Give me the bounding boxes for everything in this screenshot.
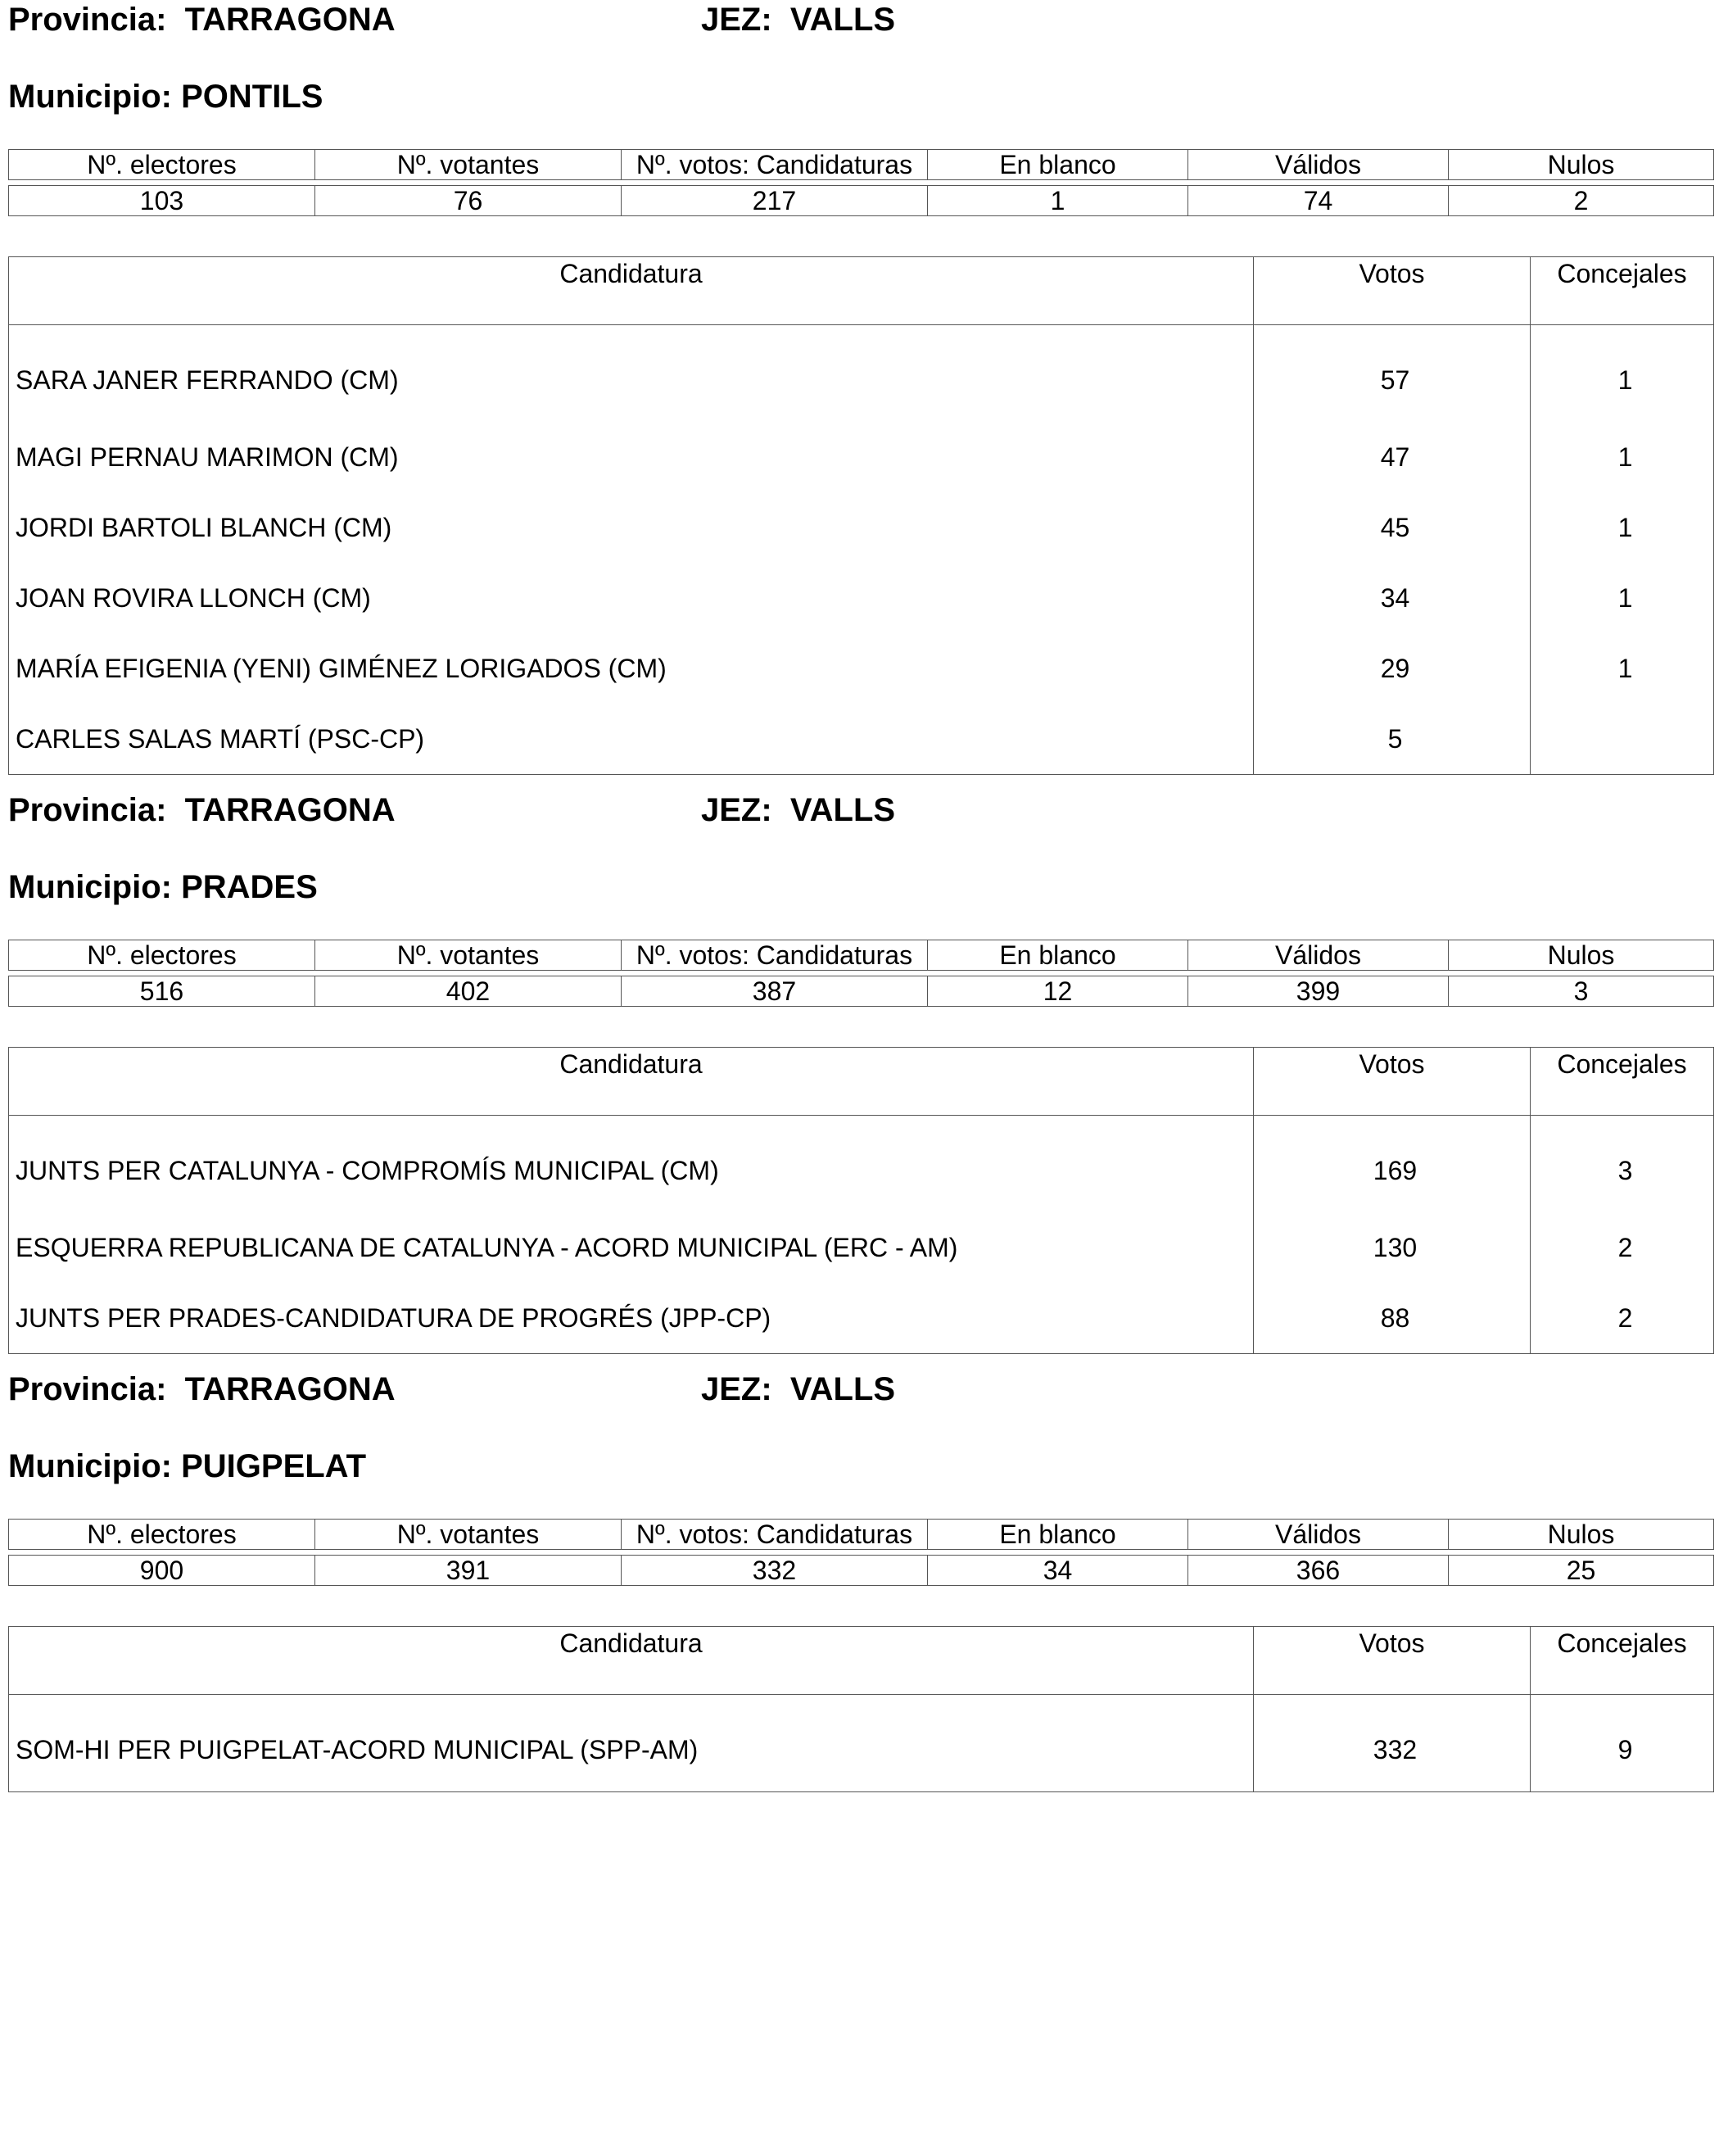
municipio-value: PONTILS: [181, 79, 323, 115]
candidates-table: [8, 1626, 1714, 1792]
summary-value-cell: 516: [9, 976, 315, 1007]
summary-header-cell: Válidos: [1188, 940, 1449, 971]
candidate-votes: 5: [1254, 704, 1531, 775]
summary-value-cell: 3: [1449, 976, 1714, 1007]
summary-value-cell: 402: [315, 976, 622, 1007]
candidate-name: JUNTS PER PRADES-CANDIDATURA DE PROGRÉS (JPP-CP): [9, 1283, 1254, 1354]
candidate-votes: 169: [1254, 1116, 1531, 1213]
summary-value-cell: 391: [315, 1556, 622, 1586]
summary-header-cell: Nulos: [1449, 1520, 1714, 1550]
municipality-section: [8, 1370, 1713, 2156]
table-row: [9, 704, 1714, 775]
table-row: [9, 1695, 1714, 1792]
summary-header-cell: Nulos: [1449, 940, 1714, 971]
candidate-concejales: 3: [1531, 1116, 1714, 1213]
candidates-table: [8, 256, 1714, 775]
summary-header-cell: En blanco: [928, 940, 1188, 971]
table-row: [9, 563, 1714, 633]
summary-header-cell: Nº. electores: [9, 150, 315, 180]
candidate-votes: 57: [1254, 325, 1531, 423]
municipio-heading: [8, 1447, 366, 1486]
summary-header-cell: Nulos: [1449, 150, 1714, 180]
provincia-heading: [8, 0, 396, 39]
provincia-label: Provincia:: [8, 792, 167, 828]
municipio-heading: [8, 867, 318, 907]
summary-header-cell: Nº. votantes: [315, 940, 622, 971]
provincia-value: TARRAGONA: [184, 1371, 396, 1407]
summary-value-cell: 76: [315, 186, 622, 216]
summary-value-cell: 34: [928, 1556, 1188, 1586]
candidate-name: JUNTS PER CATALUNYA - COMPROMÍS MUNICIPAL (CM): [9, 1116, 1254, 1213]
summary-value-cell: 900: [9, 1556, 315, 1586]
candidate-name: SARA JANER FERRANDO (CM): [9, 325, 1254, 423]
summary-value-cell: 366: [1188, 1556, 1449, 1586]
jez-label: JEZ:: [701, 2, 772, 38]
provincia-heading: [8, 1370, 396, 1409]
table-row: [9, 325, 1714, 423]
votos-header: Votos: [1254, 257, 1531, 325]
summary-value-cell: 399: [1188, 976, 1449, 1007]
candidate-name: MARÍA EFIGENIA (YENI) GIMÉNEZ LORIGADOS (CM): [9, 633, 1254, 704]
summary-header-cell: Nº. votos: Candidaturas: [622, 1520, 928, 1550]
candidate-name: ESQUERRA REPUBLICANA DE CATALUNYA - ACORD MUNICIPAL (ERC - AM): [9, 1212, 1254, 1283]
candidate-votes: 47: [1254, 422, 1531, 492]
summary-value-cell: 74: [1188, 186, 1449, 216]
summary-value-row: [9, 976, 1714, 1007]
table-row: [9, 633, 1714, 704]
votos-header: Votos: [1254, 1048, 1531, 1116]
concejales-header: Concejales: [1531, 257, 1714, 325]
candidate-name: JORDI BARTOLI BLANCH (CM): [9, 492, 1254, 563]
candidate-votes: 45: [1254, 492, 1531, 563]
summary-header-cell: En blanco: [928, 1520, 1188, 1550]
candidate-name: MAGI PERNAU MARIMON (CM): [9, 422, 1254, 492]
table-row: [9, 422, 1714, 492]
summary-table: [8, 1519, 1714, 1586]
summary-value-cell: 25: [1449, 1556, 1714, 1586]
concejales-header: Concejales: [1531, 1048, 1714, 1116]
candidate-name: CARLES SALAS MARTÍ (PSC-CP): [9, 704, 1254, 775]
municipio-label: Municipio:: [8, 1448, 172, 1484]
summary-value-row: [9, 186, 1714, 216]
candidatura-header: Candidatura: [9, 1627, 1254, 1695]
summary-header-cell: Válidos: [1188, 150, 1449, 180]
jez-value: VALLS: [789, 792, 896, 828]
provincia-value: TARRAGONA: [184, 2, 396, 38]
jez-value: VALLS: [789, 1371, 896, 1407]
jez-label: JEZ:: [701, 1371, 772, 1407]
candidates-header-row: [9, 257, 1714, 325]
provincia-label: Provincia:: [8, 1371, 167, 1407]
jez-heading: [701, 790, 895, 830]
candidate-votes: 332: [1254, 1695, 1531, 1792]
provincia-label: Provincia:: [8, 2, 167, 38]
summary-header-cell: Válidos: [1188, 1520, 1449, 1550]
candidate-votes: 130: [1254, 1212, 1531, 1283]
summary-header-cell: Nº. votos: Candidaturas: [622, 150, 928, 180]
summary-value-cell: 217: [622, 186, 928, 216]
table-row: [9, 1116, 1714, 1213]
candidates-table: [8, 1047, 1714, 1354]
candidate-name: SOM-HI PER PUIGPELAT-ACORD MUNICIPAL (SPP-AM): [9, 1695, 1254, 1792]
summary-header-cell: Nº. votantes: [315, 1520, 622, 1550]
candidate-name: JOAN ROVIRA LLONCH (CM): [9, 563, 1254, 633]
jez-label: JEZ:: [701, 792, 772, 828]
summary-value-cell: 103: [9, 186, 315, 216]
summary-header-row: [9, 940, 1714, 971]
candidate-votes: 88: [1254, 1283, 1531, 1354]
candidate-concejales: 1: [1531, 325, 1714, 423]
jez-heading: [701, 1370, 895, 1409]
summary-value-cell: 12: [928, 976, 1188, 1007]
candidatura-header: Candidatura: [9, 1048, 1254, 1116]
jez-value: VALLS: [789, 2, 896, 38]
table-row: [9, 1283, 1714, 1354]
candidate-concejales: 2: [1531, 1212, 1714, 1283]
municipality-section: [8, 0, 1713, 786]
summary-value-row: [9, 1556, 1714, 1586]
summary-header-cell: Nº. votos: Candidaturas: [622, 940, 928, 971]
municipio-heading: [8, 77, 323, 116]
table-row: [9, 492, 1714, 563]
jez-heading: [701, 0, 895, 39]
votos-header: Votos: [1254, 1627, 1531, 1695]
summary-table: [8, 149, 1714, 216]
table-row: [9, 1212, 1714, 1283]
candidatura-header: Candidatura: [9, 257, 1254, 325]
summary-value-cell: 332: [622, 1556, 928, 1586]
summary-value-cell: 387: [622, 976, 928, 1007]
candidate-concejales: 1: [1531, 563, 1714, 633]
summary-header-cell: Nº. votantes: [315, 150, 622, 180]
candidate-concejales: [1531, 704, 1714, 775]
candidate-votes: 34: [1254, 563, 1531, 633]
summary-table: [8, 940, 1714, 1007]
candidate-concejales: 9: [1531, 1695, 1714, 1792]
summary-header-cell: Nº. electores: [9, 1520, 315, 1550]
municipio-label: Municipio:: [8, 79, 172, 115]
municipio-value: PUIGPELAT: [181, 1448, 367, 1484]
candidate-concejales: 1: [1531, 633, 1714, 704]
summary-header-row: [9, 150, 1714, 180]
provincia-value: TARRAGONA: [184, 792, 396, 828]
candidate-concejales: 1: [1531, 492, 1714, 563]
provincia-heading: [8, 790, 396, 830]
candidate-votes: 29: [1254, 633, 1531, 704]
summary-header-cell: En blanco: [928, 150, 1188, 180]
candidate-concejales: 2: [1531, 1283, 1714, 1354]
summary-header-row: [9, 1520, 1714, 1550]
candidates-header-row: [9, 1627, 1714, 1695]
municipio-label: Municipio:: [8, 869, 172, 905]
summary-header-cell: Nº. electores: [9, 940, 315, 971]
municipio-value: PRADES: [181, 869, 318, 905]
concejales-header: Concejales: [1531, 1627, 1714, 1695]
candidate-concejales: 1: [1531, 422, 1714, 492]
summary-value-cell: 2: [1449, 186, 1714, 216]
summary-value-cell: 1: [928, 186, 1188, 216]
candidates-header-row: [9, 1048, 1714, 1116]
